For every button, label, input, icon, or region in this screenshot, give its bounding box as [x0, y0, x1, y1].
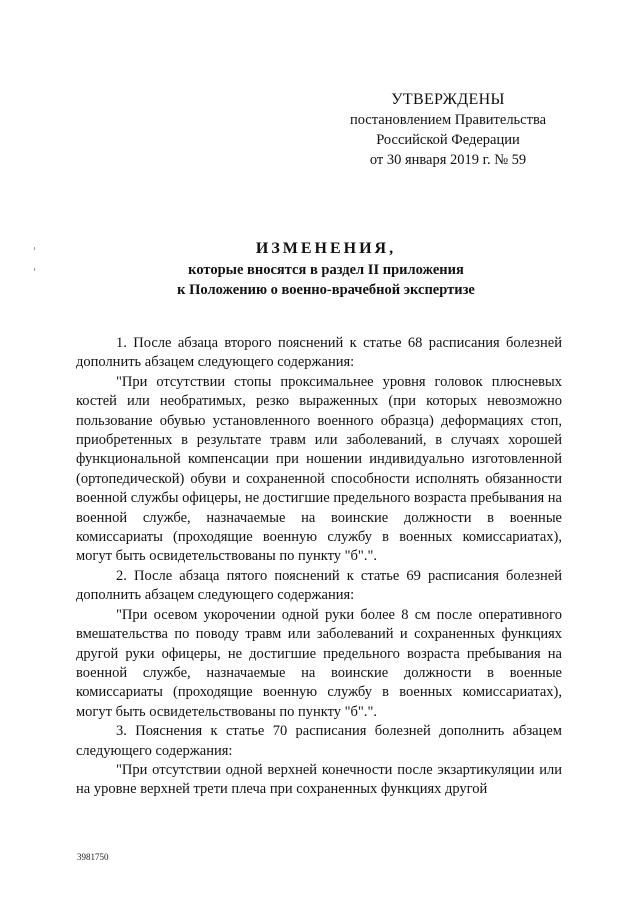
approval-line-3: от 30 января 2019 г. № 59 — [369, 152, 527, 168]
approval-line-1: постановлением Правительства — [349, 112, 547, 128]
document-title — [0, 238, 640, 300]
title-main: ИЗМЕНЕНИЯ, — [255, 240, 397, 257]
paragraph-quote-3: "При отсутствии одной верхней конечности после экзартикуляции или на уровне верхней трети плеча при сохраненных функциях другой — [76, 761, 562, 798]
paragraph-quote-1: "При отсутствии стопы проксимальнее уровня головок плюсневых костей или необратимых, резко выраженных (при которых невозможно пользование обувью установленного военного образца) деформациях стоп, приобретенных в результате травм или заболеваний, в случаях хорошей функциональной компенсации при ношении индивидуально изготовленной (ортопедической) обуви и сохраненной способности исполнять обязанности военной службы офицеры, не достигшие предельного возраста пребывания на военной службе, назначаемые на воинские должности в военные комиссариаты (проходящие военную службу в военных комиссариатах), могут быть освидетельствованы по пункту "б".". — [76, 373, 562, 565]
paragraph-item-3: 3. Пояснения к статье 70 расписания болезней дополнить абзацем следующего содержания: — [76, 723, 562, 759]
paragraph-item-1: 1. После абзаца второго пояснений к статье 68 расписания болезней дополнить абзацем следующего содержания: — [76, 335, 562, 371]
document-body — [76, 334, 562, 800]
paragraph-quote-2: "При осевом укорочении одной руки более 8 см после оперативного вмешательства по поводу травм или заболеваний и сохраненных функциях другой руки офицеры, не достигшие предельного возраста пребывания на военной службе, назначаемые на воинские должности в военные комиссариаты (проходящие военную службу в военных комиссариатах), могут быть освидетельствованы по пункту "б".". — [76, 606, 562, 720]
approval-line-2: Российской Федерации — [376, 132, 520, 148]
approval-heading: УТВЕРЖДЕНЫ — [391, 91, 505, 108]
title-subtitle-line-2: к Положению о военно-врачебной экспертизе — [177, 282, 475, 298]
paragraph-item-2: 2. После абзаца пятого пояснений к статье 69 расписания болезней дополнить абзацем следующего содержания: — [76, 567, 562, 604]
approval-block — [338, 90, 558, 170]
title-subtitle-line-1: которые вносятся в раздел II приложения — [188, 262, 464, 278]
document-id: 3981750 — [77, 852, 109, 862]
